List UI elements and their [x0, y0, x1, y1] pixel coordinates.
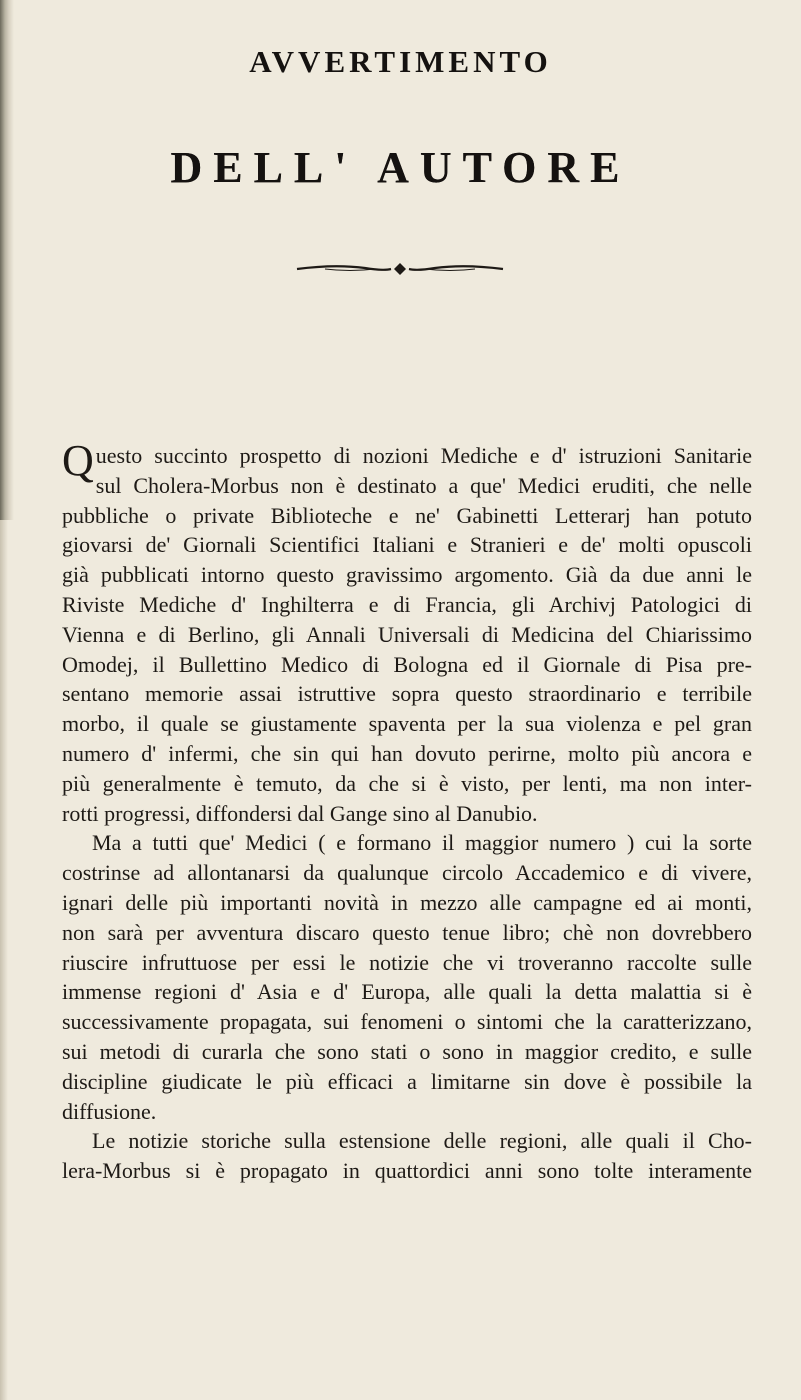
paragraph-2: [62, 828, 752, 1126]
text-line: numero d' infermi, che sin qui han dovuto perirne, molto più ancora e: [62, 740, 752, 766]
text-line: immense regioni d' Asia e d' Europa, alle quali la detta malattia si è: [62, 979, 752, 1005]
text-line: non sarà per avventura discaro questo tenue libro; chè non dovrebbero: [62, 919, 752, 945]
text-line: già pubblicati intorno questo gravissimo argomento. Già da due anni le: [62, 562, 752, 588]
text-line: sul Cholera-Morbus non è destinato a que' Medici eruditi, che nelle: [95, 472, 752, 498]
title-dell-autore: DELL' AUTORE: [170, 143, 631, 192]
drop-cap: Q: [62, 436, 94, 485]
text-line: uesto succinto prospetto di nozioni Mediche e d' istruzioni Sanitarie: [95, 443, 752, 468]
text-line: diffusione.: [62, 1098, 157, 1124]
text-line: sentano memorie assai istruttive sopra questo straordinario e terribile: [62, 681, 752, 707]
text-line: Vienna e di Berlino, gli Annali Universali di Medicina del Chiarissimo: [62, 621, 752, 647]
text-line: Omodej, il Bullettino Medico di Bologna ed il Giornale di Pisa pre-: [62, 651, 752, 677]
text-line: rotti progressi, diffondersi dal Gange sino al Danubio.: [62, 800, 538, 826]
body-text: [62, 436, 752, 1186]
decorative-rule-icon: [295, 262, 505, 276]
text-line: discipline giudicate le più efficaci a limitarne sin dove è possibile la: [62, 1068, 752, 1094]
paragraph-1: [62, 436, 752, 828]
text-line: Ma a tutti que' Medici ( e formano il maggior numero ) cui la sorte: [92, 830, 752, 856]
text-line: ignari delle più importanti novità in mezzo alle campagne ed ai monti,: [62, 889, 752, 915]
text-line: giovarsi de' Giornali Scientifici Italiani e Stranieri e de' molti opuscoli: [62, 532, 752, 558]
text-line: successivamente propagata, sui fenomeni o sintomi che la caratterizzano,: [62, 1009, 752, 1035]
text-line: sui metodi di curarla che sono stati o sono in maggior credito, e sulle: [62, 1038, 752, 1064]
text-line: lera-Morbus si è propagato in quattordici anni sono tolte interamente: [62, 1158, 752, 1184]
text-line: Riviste Mediche d' Inghilterra e di Francia, gli Archivj Patologici di: [62, 591, 752, 617]
text-line: più generalmente è temuto, da che si è visto, per lenti, ma non inter-: [62, 770, 752, 796]
text-line: pubbliche o private Biblioteche e ne' Gabinetti Letterarj han potuto: [62, 502, 752, 528]
text-line: costrinse ad allontanarsi da qualunque circolo Accademico e di vivere,: [62, 860, 752, 886]
title-avvertimento: AVVERTIMENTO: [249, 44, 552, 79]
text-line: Le notizie storiche sulla estensione delle regioni, alle quali il Cho-: [92, 1128, 752, 1154]
text-line: morbo, il quale se giustamente spaventa per la sua violenza e pel gran: [62, 711, 752, 737]
paragraph-3: [62, 1126, 752, 1186]
page-binding-shadow-lower: [0, 520, 8, 1400]
text-line: riuscire infruttuose per essi le notizie che vi troveranno raccolte sulle: [62, 949, 752, 975]
